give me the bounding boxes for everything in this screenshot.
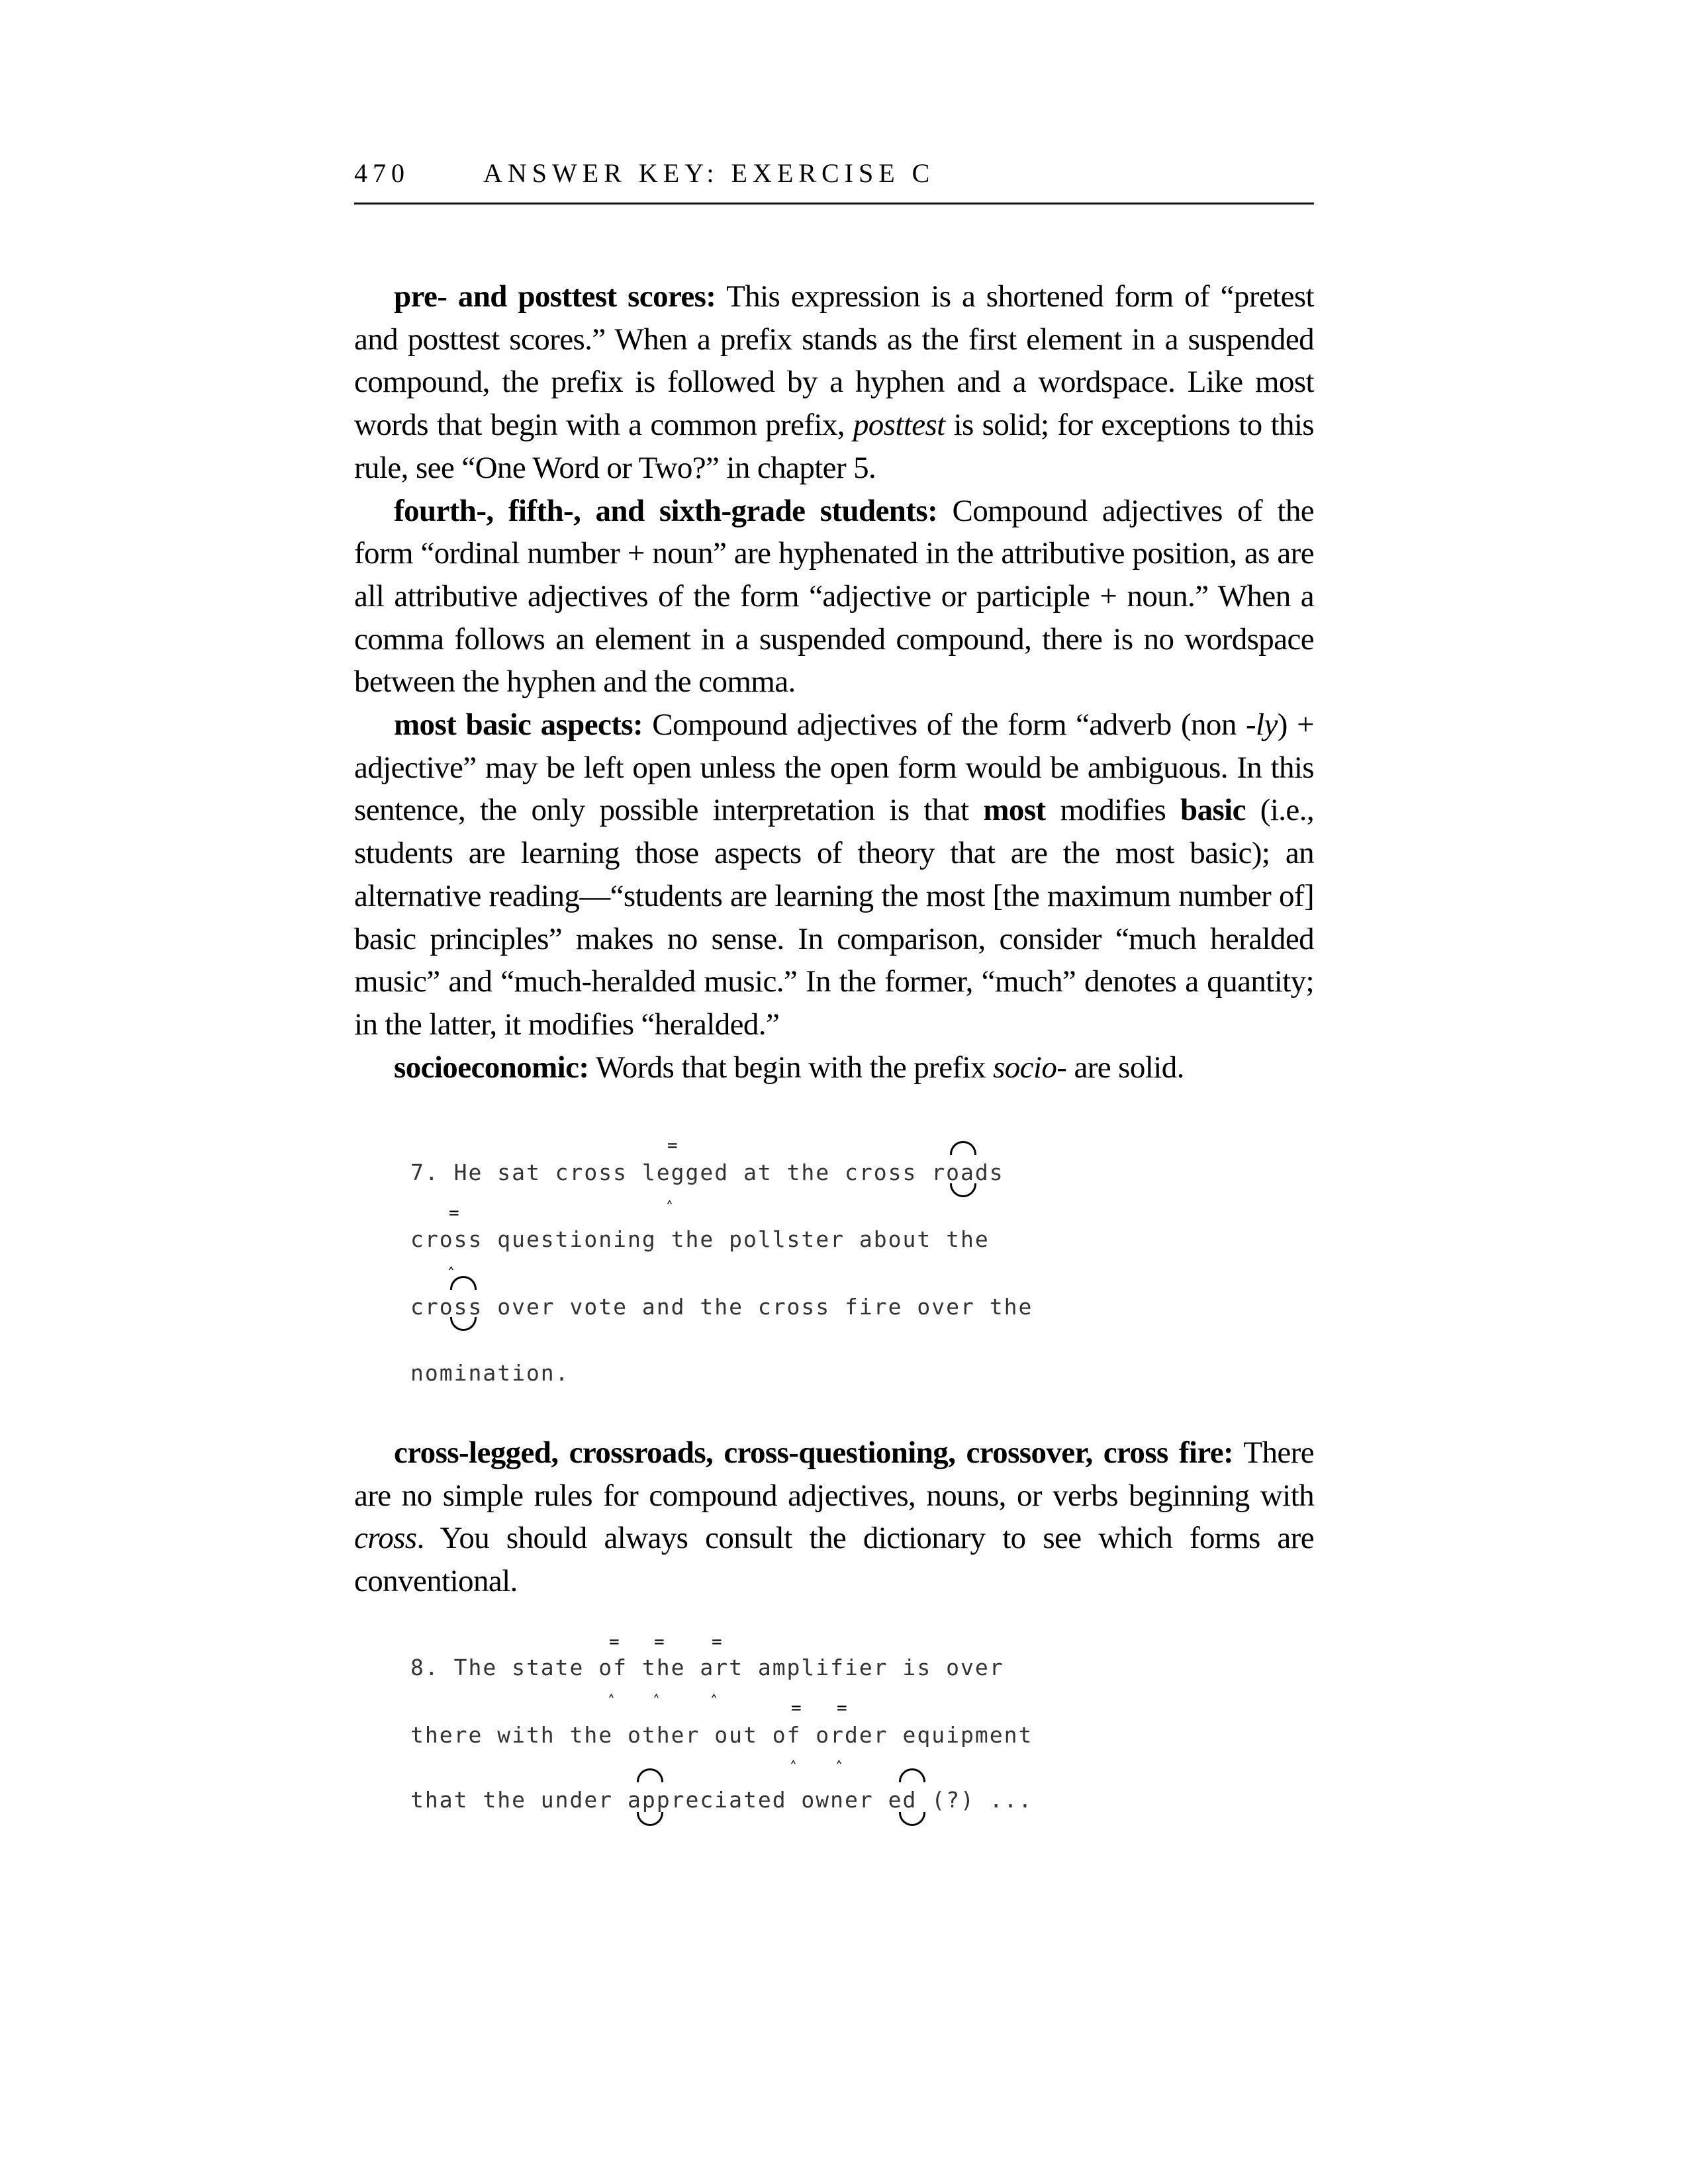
entry-text: Compound adjectives of the form “ordinal number + noun” are hyphenated in the attributive position, as are all attributive adjectives of the form “adjective or participle + noun.” When a comma follows an element in a suspended compound, there is no wordspace between the hyphen and the comma. <box>354 493 1314 700</box>
entry-term: most basic aspects: <box>394 707 643 743</box>
typed-line: 7. He sat cross legged at the cross roads <box>410 1160 1004 1185</box>
typed-line: that the under appreciated owner ed (?) ... <box>410 1787 1033 1813</box>
entry-italic: cross <box>354 1521 417 1556</box>
entry-pre-and-posttest <box>354 275 1314 490</box>
entry-text: modifies <box>1045 793 1181 828</box>
entry-cross-compounds <box>354 1432 1314 1603</box>
close-up-mark-top <box>637 1768 663 1782</box>
entry-italic: posttest <box>853 408 945 443</box>
entry-text: is solid; for exceptions to this rule, see “One Word or Two?” in chapter 5. <box>354 408 1314 485</box>
entry-bold: basic <box>1180 793 1246 828</box>
entry-text: Words that begin with the prefix <box>588 1050 994 1085</box>
entry-term: pre- and posttest scores: <box>394 279 716 314</box>
close-up-mark-bottom <box>950 1183 976 1197</box>
close-up-mark-bottom <box>899 1812 925 1826</box>
entry-text: are solid. <box>1066 1050 1184 1085</box>
page-number: 470 <box>354 158 410 188</box>
entry-term: fourth-, fifth-, and sixth-grade students: <box>394 493 938 528</box>
entry-most-basic-aspects <box>354 704 1314 1046</box>
running-head-title: ANSWER KEY: EXERCISE C <box>483 158 935 188</box>
hyphen-insert-mark: = <box>654 1632 666 1652</box>
caret-mark: ‸ <box>711 1675 718 1698</box>
typed-exercise-7 <box>410 1125 1172 1390</box>
entry-socioeconomic <box>354 1046 1314 1089</box>
entry-text: This expression is a shortened form of “pretest and posttest scores.” When a prefix stands as the first element in a suspended compound, the prefix is followed by a hyphen and a wordspace. Like most words that begin with a common prefix, <box>354 279 1314 443</box>
running-head <box>354 158 1314 197</box>
entry-italic: socio- <box>993 1050 1067 1085</box>
entry-term: cross-legged, crossroads, cross-questioning, crossover, cross fire: <box>394 1435 1234 1470</box>
entry-text: . You should always consult the dictionary to see which forms are conventional. <box>354 1521 1314 1599</box>
typed-line: there with the other out of order equipment <box>410 1722 1033 1748</box>
answer-entries-bottom <box>354 1432 1314 1603</box>
answer-entries-top <box>354 275 1314 1089</box>
entry-grade-students <box>354 490 1314 704</box>
close-up-mark-bottom <box>450 1317 477 1331</box>
typed-line: 8. The state of the art amplifier is over <box>410 1655 1004 1680</box>
typed-line: cross over vote and the cross fire over the <box>410 1294 1033 1320</box>
caret-mark: ‸ <box>836 1741 843 1764</box>
typed-line: nomination. <box>410 1360 570 1386</box>
caret-mark: ‸ <box>608 1675 615 1698</box>
hyphen-insert-mark: = <box>712 1632 724 1652</box>
close-up-mark-top <box>950 1141 976 1155</box>
header-rule <box>354 203 1314 205</box>
caret-mark: ‸ <box>667 1181 673 1205</box>
close-up-mark-top <box>899 1768 925 1782</box>
hyphen-insert-mark: = <box>837 1698 849 1718</box>
entry-text: Compound adjectives of the form “adverb (non <box>643 707 1246 743</box>
close-up-mark-bottom <box>637 1812 663 1826</box>
hyphen-insert-mark: = <box>609 1632 621 1652</box>
caret-mark: ‸ <box>790 1741 797 1764</box>
entry-term: socioeconomic: <box>394 1050 589 1085</box>
entry-text: ) + adjective” may be left open unless the open form would be ambiguous. In this sentence, the only possible interpretation is that <box>354 707 1314 828</box>
hyphen-insert-mark: = <box>791 1698 803 1718</box>
hyphen-insert-mark: = <box>667 1136 679 1156</box>
close-up-mark-top <box>450 1276 477 1290</box>
hyphen-insert-mark: = <box>449 1203 461 1223</box>
caret-mark: ‸ <box>653 1675 660 1698</box>
caret-mark: ‸ <box>448 1248 455 1271</box>
typed-line: cross questioning the pollster about the <box>410 1226 990 1252</box>
entry-text: (i.e., students are learning those aspects of theory that are the most basic); an alternative reading—“students are learning the most [the maximum number of] basic principles” makes no sense. In comparison, consider “much heralded music” and “much-heralded music.” In the former, “much” denotes a quantity; in the latter, it modifies “heralded.” <box>354 793 1314 1042</box>
typed-exercise-8 <box>410 1628 1172 1860</box>
entry-bold: most <box>983 793 1046 828</box>
entry-text: There are no simple rules for compound adjectives, nouns, or verbs beginning with <box>354 1435 1314 1513</box>
entry-italic: -ly <box>1245 707 1278 743</box>
